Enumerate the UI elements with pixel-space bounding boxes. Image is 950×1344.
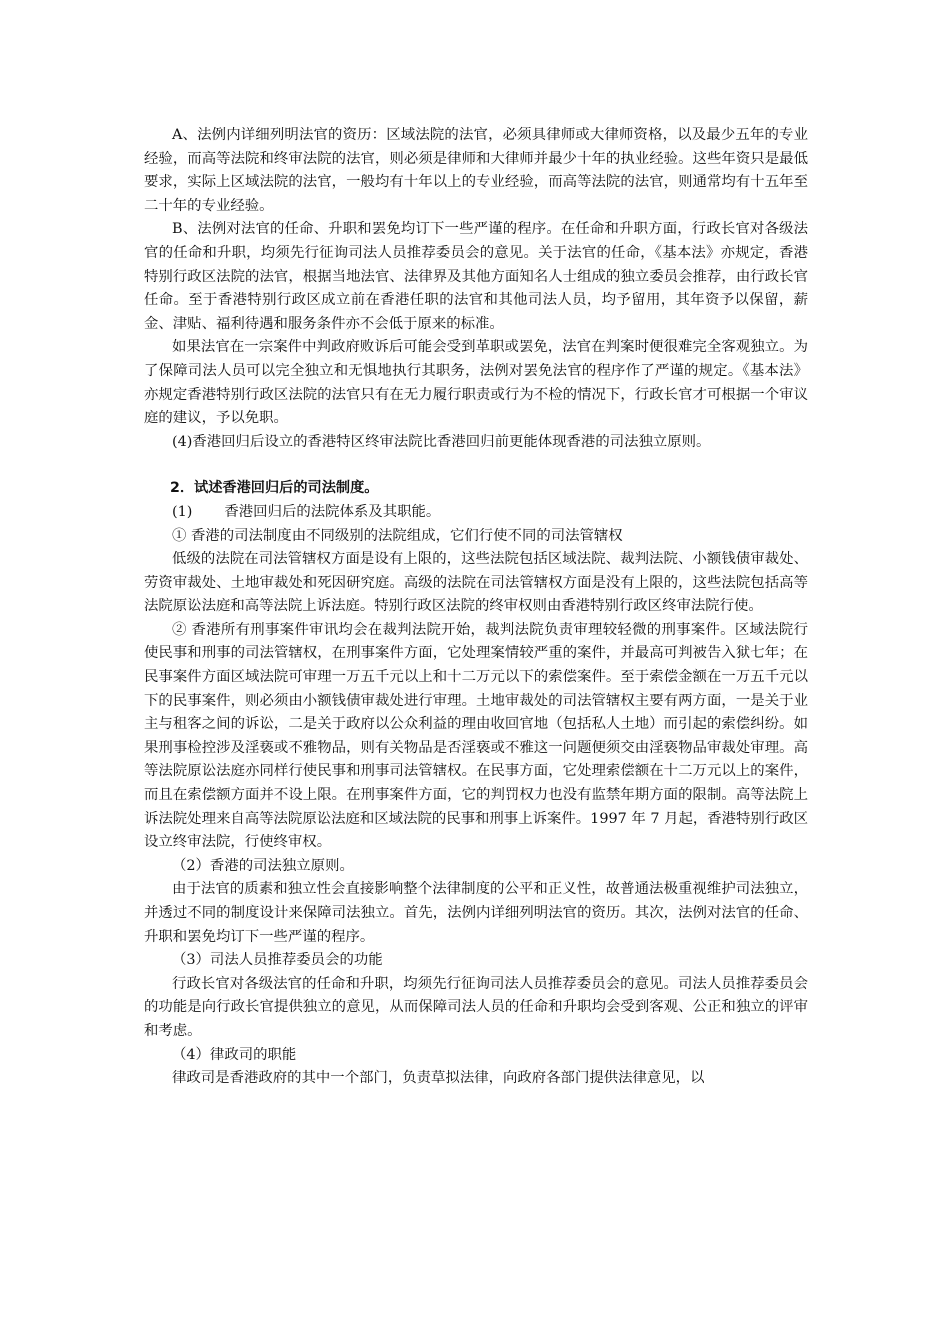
paragraph-removal-procedures: 如果法官在一宗案件中判政府败诉后可能会受到革职或罢免，法官在判案时便很难完全客观独立。为了保障司法人员可以完全独立和无惧地执行其职务，法例对罢免法官的程序作了严谨的规定。《基本法》亦规定香港特别行政区法院的法官只有在无力履行职责或行为不检的情况下，行政长官才可根据一个审议庭的建议，予以免职。 — [144, 339, 808, 427]
document-page — [144, 124, 808, 1091]
subsection-recommendation-committee: （3）司法人员推荐委员会的功能 — [172, 952, 383, 969]
paragraph-department-of-justice: 律政司是香港政府的其中一个部门，负责草拟法律，向政府各部门提供法律意见，以 — [172, 1070, 705, 1087]
section-heading: 2．试述香港回归后的司法制度。 — [170, 480, 379, 497]
paragraph-court-jurisdiction: 低级的法院在司法管辖权方面是设有上限的，这些法院包括区域法院、裁判法院、小额钱债审裁处、劳资审裁处、土地审裁处和死因研究庭。高级的法院在司法管辖权方面是没有上限的，这些法院包括高等法院原讼法庭和高等法院上诉法庭。特别行政区法院的终审权则由香港特别行政区终审法院行使。 — [144, 551, 808, 615]
paragraph-judicial-independence: 由于法官的质素和独立性会直接影响整个法律制度的公平和正义性，故普通法极重视维护司法独立，并透过不同的制度设计来保障司法独立。首先，法例内详细列明法官的资历。其次，法例对法官的任命、升职和罢免均订下一些严谨的程序。 — [144, 881, 808, 945]
paragraph-judge-qualifications: A、法例内详细列明法官的资历：区域法院的法官，必须具律师或大律师资格，以及最少五年的专业经验，而高等法院和终审法院的法官，则必须是律师和大律师并最少十年的执业经验。这些年资只是最低要求，实际上区域法院的法官，一般均有十年以上的专业经验，而高等法院的法官，则通常均有十五年至二十年的专业经验。 — [144, 127, 808, 214]
paragraph-final-court: (4)香港回归后设立的香港特区终审法院比香港回归前更能体现香港的司法独立原则。 — [172, 433, 711, 450]
item-court-levels: ① 香港的司法制度由不同级别的法院组成，它们行使不同的司法管辖权 — [172, 527, 623, 544]
subsection-judicial-independence: （2）香港的司法独立原则。 — [172, 857, 354, 874]
subsection-court-system: (1) 香港回归后的法院体系及其职能。 — [172, 503, 441, 520]
subsection-department-of-justice: （4）律政司的职能 — [172, 1046, 297, 1063]
paragraph-appointment-procedures: B、法例对法官的任命、升职和罢免均订下一些严谨的程序。在任命和升职方面，行政长官对各级法官的任命和升职，均须先行征询司法人员推荐委员会的意见。关于法官的任命，《基本法》亦规定，香港特别行政区法院的法官，根据当地法官、法律界及其他方面知名人士组成的独立委员会推荐，由行政长官任命。至于香港特别行政区成立前在香港任职的法官和其他司法人员，均予留用，其年资予以保留，薪金、津贴、福利待遇和服务条件亦不会低于原来的标准。 — [144, 221, 808, 332]
paragraph-criminal-civil-cases: ② 香港所有刑事案件审讯均会在裁判法院开始，裁判法院负责审理较轻微的刑事案件。区域法院行使民事和刑事的司法管辖权，在刑事案件方面，它处理案情较严重的案件，并最高可判被告入狱七年；在民事案件方面区域法院可审理一万五千元以上和十二万元以下的索偿案件。至于索偿金额在一万五千元以下的民事案件，则必须由小额钱债审裁处进行审理。土地审裁处的司法管辖权主要有两方面，一是关于业主与租客之间的诉讼，二是关于政府以公众利益的理由收回官地（包括私人土地）而引起的索偿纠纷。如果刑事检控涉及淫亵或不雅物品，则有关物品是否淫亵或不雅这一问题便须交由淫亵物品审裁处审理。高等法院原讼法庭亦同样行使民事和刑事司法管辖权。在民事方面，它处理索偿额在十二万元以上的案件，而且在索偿额方面并不设上限。在刑事案件方面，它的判罚权力也没有监禁年期方面的限制。高等法院上诉法院处理来自高等法院原讼法庭和区域法院的民事和刑事上诉案件。1997 年 7 月起，香港特别行政区设立终审法院，行使终审权。 — [144, 621, 808, 851]
section-spacer — [144, 454, 808, 477]
paragraph-recommendation-committee: 行政长官对各级法官的任命和升职，均须先行征询司法人员推荐委员会的意见。司法人员推荐委员会的功能是向行政长官提供独立的意见，从而保障司法人员的任命和升职均会受到客观、公正和独立的评审和考虑。 — [144, 975, 808, 1039]
